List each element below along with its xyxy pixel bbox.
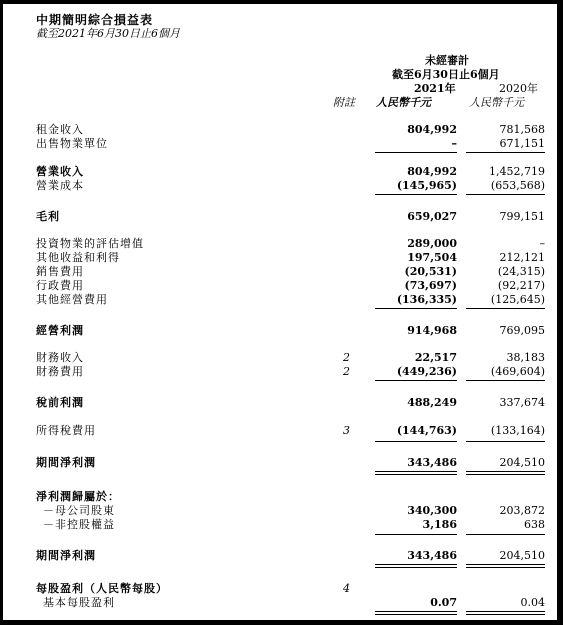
- row-rental-income: [3, 123, 557, 137]
- total-double-line: [375, 614, 457, 615]
- row-attributable-to: [3, 490, 557, 504]
- row-label: 銷售費用: [36, 265, 84, 278]
- value-2021: 343,486: [407, 549, 457, 562]
- period-header: 截至6月30日止6個月: [392, 68, 500, 81]
- value-2020: (469,604): [490, 365, 545, 378]
- row-revaluation-gain: [3, 237, 557, 251]
- row-finance-costs: [3, 365, 557, 379]
- total-double-line: [466, 614, 545, 615]
- subtotal-line: [466, 152, 545, 153]
- value-2020: (125,645): [490, 293, 545, 306]
- row-label: 毛利: [36, 210, 60, 223]
- row-operating-profit: [3, 324, 557, 338]
- value-2020: 638: [524, 518, 545, 531]
- row-label: 淨利潤歸屬於：: [36, 490, 120, 503]
- row-basic-eps: [3, 596, 557, 610]
- row-selling-expenses: [3, 265, 557, 279]
- total-double-line: [466, 567, 545, 568]
- row-label: 營業成本: [36, 179, 84, 192]
- value-2020: 0.04: [520, 596, 545, 609]
- note-ref: 2: [343, 365, 350, 378]
- year-2021-header: 2021年: [414, 82, 456, 95]
- value-2020: 204,510: [499, 456, 545, 469]
- row-label: 營業收入: [36, 165, 84, 178]
- row-other-income: [3, 251, 557, 265]
- value-2020: 203,872: [499, 504, 545, 517]
- row-income-tax: [3, 424, 557, 438]
- value-2020: (133,164): [490, 424, 545, 437]
- subtotal-line: [466, 194, 545, 195]
- value-2021: 289,000: [407, 237, 457, 250]
- value-2021: 804,992: [407, 165, 457, 178]
- subtotal-line: [375, 308, 457, 309]
- note-ref: 2: [343, 351, 350, 364]
- row-label: 期間淨利潤: [36, 549, 96, 562]
- subtotal-line: [375, 152, 457, 153]
- row-cost-of-sales: [3, 179, 557, 193]
- subtotal-line: [375, 380, 457, 381]
- subtotal-line: [466, 380, 545, 381]
- total-double-line: [375, 611, 457, 612]
- row-net-profit-total: [3, 549, 557, 563]
- row-eps-heading: [3, 582, 557, 596]
- value-2020: 204,510: [499, 549, 545, 562]
- year-2020-header: 2020年: [499, 82, 538, 95]
- unaudited-header: 未經審計: [425, 54, 469, 67]
- value-2021: 340,300: [407, 504, 457, 517]
- subtotal-line: [466, 308, 545, 309]
- notes-header: 附註: [333, 96, 355, 109]
- statement-page: [3, 4, 557, 620]
- total-double-line: [375, 474, 457, 475]
- value-2020: 38,183: [506, 351, 545, 364]
- currency-2021-header: 人民幣千元: [376, 96, 431, 109]
- value-2021: (136,335): [396, 293, 457, 306]
- total-double-line: [375, 567, 457, 568]
- row-gross-profit: [3, 210, 557, 224]
- subtotal-line: [375, 441, 457, 442]
- value-2020: 212,121: [499, 251, 545, 264]
- value-2020: (92,217): [497, 279, 545, 292]
- value-2021: –: [451, 137, 457, 150]
- subtotal-line: [466, 441, 545, 442]
- row-profit-before-tax: [3, 396, 557, 410]
- total-double-line: [375, 471, 457, 472]
- row-label: 出售物業單位: [36, 137, 108, 150]
- row-label: －母公司股東: [43, 504, 115, 517]
- value-2021: (73,697): [404, 279, 457, 292]
- value-2021: 914,968: [407, 324, 457, 337]
- value-2020: 671,151: [499, 137, 545, 150]
- total-double-line: [375, 564, 457, 565]
- value-2021: (449,236): [396, 365, 457, 378]
- row-label: 每股盈利（人民幣每股）: [36, 582, 168, 595]
- statement-subtitle: 截至2021年6月30日止6個月: [36, 27, 180, 40]
- row-label: 期間淨利潤: [36, 456, 96, 469]
- subtotal-line: [375, 534, 457, 535]
- row-finance-income: [3, 351, 557, 365]
- row-label: 財務收入: [36, 351, 84, 364]
- value-2020: 799,151: [499, 210, 545, 223]
- value-2020: –: [539, 237, 545, 250]
- value-2020: 781,568: [499, 123, 545, 136]
- row-label: 行政費用: [36, 279, 84, 292]
- row-label: 其他收益和利得: [36, 251, 120, 264]
- row-label: 基本每股盈利: [43, 596, 115, 609]
- total-double-line: [466, 474, 545, 475]
- value-2021: 0.07: [430, 596, 457, 609]
- value-2021: (144,763): [396, 424, 457, 437]
- total-double-line: [466, 611, 545, 612]
- value-2021: 22,517: [414, 351, 457, 364]
- subtotal-line: [466, 534, 545, 535]
- value-2020: (24,315): [497, 265, 545, 278]
- value-2021: (145,965): [396, 179, 457, 192]
- value-2021: (20,531): [404, 265, 457, 278]
- row-label: 所得稅費用: [36, 424, 96, 437]
- value-2021: 804,992: [407, 123, 457, 136]
- row-property-sales: [3, 137, 557, 151]
- row-other-operating-expenses: [3, 293, 557, 307]
- row-label: －非控股權益: [43, 518, 115, 531]
- value-2021: 3,186: [422, 518, 457, 531]
- row-owners-of-parent: [3, 504, 557, 518]
- row-revenue: [3, 165, 557, 179]
- value-2020: 769,095: [499, 324, 545, 337]
- row-label: 稅前利潤: [36, 396, 84, 409]
- row-label: 投資物業的評估增值: [36, 237, 144, 250]
- value-2020: (653,568): [490, 179, 545, 192]
- statement-title: 中期簡明綜合損益表: [36, 13, 154, 27]
- note-ref: 4: [343, 582, 350, 595]
- row-label: 財務費用: [36, 365, 84, 378]
- value-2020: 337,674: [499, 396, 545, 409]
- value-2021: 659,027: [407, 210, 457, 223]
- value-2020: 1,452,719: [489, 165, 545, 178]
- value-2021: 343,486: [407, 456, 457, 469]
- currency-2020-header: 人民幣千元: [469, 96, 524, 109]
- total-double-line: [466, 564, 545, 565]
- row-admin-expenses: [3, 279, 557, 293]
- row-label: 租金收入: [36, 123, 84, 136]
- row-net-profit: [3, 456, 557, 470]
- row-label: 經營利潤: [36, 324, 84, 337]
- subtotal-line: [375, 194, 457, 195]
- value-2021: 197,504: [407, 251, 457, 264]
- row-non-controlling: [3, 518, 557, 532]
- note-ref: 3: [343, 424, 350, 437]
- total-double-line: [466, 471, 545, 472]
- value-2021: 488,249: [407, 396, 457, 409]
- row-label: 其他經營費用: [36, 293, 108, 306]
